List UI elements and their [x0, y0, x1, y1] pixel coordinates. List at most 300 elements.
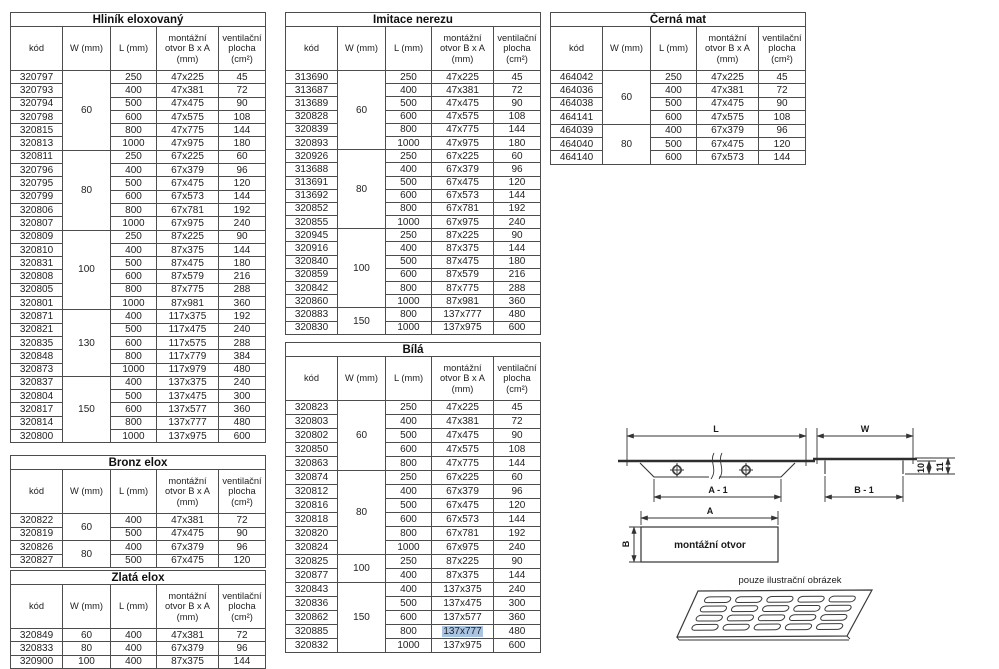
cell-plocha: 144: [494, 189, 541, 202]
cell-otvor: 87x225: [157, 230, 219, 243]
table-row: [11, 541, 266, 555]
cell-l: 800: [386, 202, 432, 215]
table-row: [11, 554, 266, 568]
table-title: Bílá: [286, 343, 541, 357]
table-row: [11, 230, 266, 243]
table-row: [286, 597, 541, 611]
grille-slot: [828, 596, 856, 602]
cell-otvor: 67x225: [432, 471, 494, 485]
table-row: [11, 363, 266, 376]
cell-otvor: 47x381: [157, 84, 219, 97]
cell-kod: 313692: [286, 189, 338, 202]
cell-kod: 320796: [11, 164, 63, 177]
cell-kod: 320850: [286, 443, 338, 457]
cell-plocha: 144: [219, 124, 266, 137]
cell-otvor: 47x381: [432, 415, 494, 429]
cell-kod: 313687: [286, 84, 338, 97]
grille-slot: [784, 624, 812, 630]
cell-otvor: 137x777: [157, 416, 219, 429]
cell-plocha: 90: [494, 429, 541, 443]
table-row: [286, 229, 541, 242]
table-row: [11, 323, 266, 336]
cell-otvor: 67x573: [432, 513, 494, 527]
cell-plocha: 90: [219, 527, 266, 541]
table-row: [286, 84, 541, 97]
cell-l: 800: [111, 416, 157, 429]
cell-plocha: 216: [494, 268, 541, 281]
cell-plocha: 288: [494, 282, 541, 295]
cell-l: 500: [111, 554, 157, 568]
cell-plocha: 90: [494, 229, 541, 242]
cell-otvor: 47x575: [697, 111, 759, 124]
cell-otvor: 47x975: [157, 137, 219, 150]
table-row: [11, 71, 266, 84]
cell-w: 80: [63, 541, 111, 568]
cell-kod: 320852: [286, 202, 338, 215]
cell-otvor: 47x775: [432, 457, 494, 471]
cell-plocha: 288: [219, 336, 266, 349]
cell-kod: 320827: [11, 554, 63, 568]
cell-kod: 320818: [286, 513, 338, 527]
table-row: [551, 151, 806, 164]
cell-w: 100: [338, 229, 386, 308]
cell-kod: 320806: [11, 203, 63, 216]
cell-otvor: 87x579: [157, 270, 219, 283]
cell-w: 80: [63, 150, 111, 230]
cell-l: 400: [386, 583, 432, 597]
cell-kod: 320795: [11, 177, 63, 190]
cell-kod: 320832: [286, 639, 338, 653]
table-bronz-elox: [10, 455, 266, 568]
grille-slot: [766, 596, 794, 602]
selected-text: 137x777: [443, 626, 482, 637]
table-row: [286, 71, 541, 84]
table-row: [11, 642, 266, 655]
cell-otvor: 137x577: [432, 611, 494, 625]
cell-plocha: 144: [494, 123, 541, 136]
column-header: L (mm): [386, 357, 432, 401]
cell-plocha: 120: [494, 176, 541, 189]
product-table: [10, 455, 266, 568]
cell-kod: 320833: [11, 642, 63, 655]
cell-kod: 320849: [11, 629, 63, 642]
cell-l: 600: [386, 443, 432, 457]
cell-kod: 320839: [286, 123, 338, 136]
table-row: [286, 176, 541, 189]
cell-kod: 320815: [11, 124, 63, 137]
cell-l: 600: [386, 110, 432, 123]
column-header: W (mm): [603, 27, 651, 71]
cell-kod: 464141: [551, 111, 603, 124]
cell-l: 500: [111, 527, 157, 541]
cell-w: 130: [63, 310, 111, 376]
cell-plocha: 120: [219, 177, 266, 190]
cell-kod: 320885: [286, 625, 338, 639]
cell-plocha: 288: [219, 283, 266, 296]
cell-plocha: 108: [494, 110, 541, 123]
cell-plocha: 144: [219, 243, 266, 256]
cell-kod: 320877: [286, 569, 338, 583]
cell-plocha: 180: [219, 137, 266, 150]
cell-otvor: 47x475: [157, 97, 219, 110]
column-header: montážní otvor B x A (mm): [157, 27, 219, 71]
cell-otvor: 47x381: [432, 84, 494, 97]
cell-otvor: 67x379: [432, 485, 494, 499]
cell-l: 1000: [111, 363, 157, 376]
cell-plocha: 90: [219, 97, 266, 110]
grille-slot: [730, 606, 758, 612]
cell-plocha: 90: [219, 230, 266, 243]
table-title: Bronz elox: [11, 456, 266, 470]
cell-plocha: 90: [494, 97, 541, 110]
table-row: [11, 137, 266, 150]
table-row: [286, 202, 541, 215]
cell-kod: 320926: [286, 150, 338, 163]
cell-l: 1000: [111, 137, 157, 150]
column-header: W (mm): [338, 357, 386, 401]
table-row: [11, 376, 266, 389]
cell-kod: 320863: [286, 457, 338, 471]
table-row: [551, 97, 806, 110]
cell-otvor: 67x379: [157, 541, 219, 555]
cell-kod: 320860: [286, 295, 338, 308]
grille-slot: [753, 624, 781, 630]
table-row: [286, 401, 541, 415]
cell-l: 600: [111, 336, 157, 349]
cell-otvor: 47x575: [432, 443, 494, 457]
cell-plocha: 480: [219, 416, 266, 429]
cell-plocha: 300: [494, 597, 541, 611]
cell-otvor: 47x381: [697, 84, 759, 97]
cell-kod: 320805: [11, 283, 63, 296]
table-title: Zlatá elox: [11, 571, 266, 585]
cell-plocha: 72: [219, 84, 266, 97]
cell-kod: 320900: [11, 655, 63, 668]
table-row: [286, 255, 541, 268]
cell-otvor: 137x975: [157, 430, 219, 443]
cell-kod: 320945: [286, 229, 338, 242]
cell-l: 500: [111, 257, 157, 270]
table-row: [286, 555, 541, 569]
dim-label-b: B: [621, 540, 631, 548]
cell-w: 80: [63, 642, 111, 655]
table-row: [11, 97, 266, 110]
cell-otvor: 87x981: [432, 295, 494, 308]
cell-kod: 320883: [286, 308, 338, 321]
grille-slot: [699, 606, 727, 612]
cell-kod: 320862: [286, 611, 338, 625]
table-row: [11, 297, 266, 310]
cell-otvor: 47x381: [157, 514, 219, 528]
table-row: [286, 569, 541, 583]
cell-plocha: 192: [219, 310, 266, 323]
cell-l: 250: [111, 150, 157, 163]
cell-plocha: 240: [494, 216, 541, 229]
table-row: [11, 655, 266, 668]
cell-otvor: 137x577: [157, 403, 219, 416]
cell-plocha: 180: [219, 257, 266, 270]
cell-kod: 320837: [11, 376, 63, 389]
cell-plocha: 72: [494, 84, 541, 97]
column-header: W (mm): [63, 27, 111, 71]
cell-kod: 320893: [286, 136, 338, 149]
cell-otvor: 47x575: [432, 110, 494, 123]
table-row: [11, 350, 266, 363]
column-header: montážní otvor B x A (mm): [157, 585, 219, 629]
column-header: ventilační plocha (cm²): [219, 585, 266, 629]
cell-kod: 320840: [286, 255, 338, 268]
cell-w: 100: [338, 555, 386, 583]
cell-l: 500: [386, 255, 432, 268]
grille-slot: [735, 597, 763, 603]
cell-l: 400: [386, 242, 432, 255]
cell-l: 1000: [386, 541, 432, 555]
cell-l: 1000: [111, 297, 157, 310]
cell-otvor: 67x975: [432, 541, 494, 555]
cell-plocha: 144: [759, 151, 806, 164]
grille-slot: [703, 597, 731, 603]
column-header: ventilační plocha (cm²): [494, 357, 541, 401]
table-bila: [285, 342, 541, 653]
table-row: [11, 150, 266, 163]
cell-l: 800: [386, 527, 432, 541]
cell-otvor: 67x573: [157, 190, 219, 203]
cell-l: 600: [386, 268, 432, 281]
grille-slot: [820, 614, 848, 620]
cell-kod: 320836: [286, 597, 338, 611]
column-header: ventilační plocha (cm²): [219, 27, 266, 71]
column-header: montážní otvor B x A (mm): [697, 27, 759, 71]
column-header: montážní otvor B x A (mm): [432, 27, 494, 71]
table-row: [11, 177, 266, 190]
table-row: [11, 164, 266, 177]
cell-otvor: 67x475: [697, 137, 759, 150]
table-zlata-elox: [10, 570, 266, 669]
cell-plocha: 108: [219, 110, 266, 123]
table-row: [11, 336, 266, 349]
table-row: [551, 124, 806, 137]
cell-otvor: 87x775: [432, 282, 494, 295]
cell-plocha: 60: [494, 471, 541, 485]
table-row: [286, 471, 541, 485]
cell-plocha: 240: [219, 217, 266, 230]
cell-plocha: 180: [494, 136, 541, 149]
table-row: [11, 416, 266, 429]
cell-l: 400: [651, 124, 697, 137]
cell-plocha: 120: [759, 137, 806, 150]
cell-otvor: 137x975: [432, 321, 494, 334]
cell-plocha: 192: [219, 203, 266, 216]
table-row: [286, 189, 541, 202]
grille-slot: [793, 605, 821, 611]
column-header: L (mm): [651, 27, 697, 71]
cell-kod: 464039: [551, 124, 603, 137]
cell-kod: 464036: [551, 84, 603, 97]
column-header: ventilační plocha (cm²): [759, 27, 806, 71]
cell-plocha: 45: [494, 71, 541, 84]
cell-w: 60: [338, 71, 386, 150]
cell-plocha: 96: [219, 541, 266, 555]
cell-kod: 320855: [286, 216, 338, 229]
product-table: [10, 570, 266, 669]
cell-plocha: 144: [219, 190, 266, 203]
table-row: [11, 110, 266, 123]
cell-l: 600: [111, 190, 157, 203]
mounting-hole-drawing: [621, 506, 778, 562]
cell-l: 250: [386, 229, 432, 242]
dim-label-11: 11: [935, 462, 945, 472]
cell-otvor: 87x225: [432, 555, 494, 569]
cell-w: 150: [63, 376, 111, 442]
cell-kod: 320820: [286, 527, 338, 541]
cell-l: 600: [111, 270, 157, 283]
table-row: [286, 429, 541, 443]
cell-plocha: 480: [494, 308, 541, 321]
table-row: [11, 190, 266, 203]
cell-otvor: 47x575: [157, 110, 219, 123]
cell-l: 800: [111, 124, 157, 137]
table-row: [11, 514, 266, 528]
cell-w: 100: [63, 230, 111, 310]
cell-kod: 320811: [11, 150, 63, 163]
cell-kod: 320817: [11, 403, 63, 416]
cell-l: 1000: [111, 217, 157, 230]
table-row: [286, 625, 541, 639]
cell-kod: 320830: [286, 321, 338, 334]
dim-label-w: W: [860, 424, 870, 434]
cell-plocha: 96: [759, 124, 806, 137]
cell-l: 500: [386, 429, 432, 443]
cell-kod: 320812: [286, 485, 338, 499]
cell-plocha: 360: [494, 611, 541, 625]
cell-otvor: 47x475: [157, 527, 219, 541]
cell-plocha: 96: [494, 485, 541, 499]
cell-otvor: 47x225: [432, 401, 494, 415]
table-row: [286, 282, 541, 295]
cell-kod: 320816: [286, 499, 338, 513]
cell-otvor: 47x225: [432, 71, 494, 84]
cell-l: 400: [111, 164, 157, 177]
cell-kod: 320813: [11, 137, 63, 150]
column-header: montážní otvor B x A (mm): [432, 357, 494, 401]
cell-l: 500: [111, 323, 157, 336]
column-header: L (mm): [111, 585, 157, 629]
cell-l: 1000: [386, 321, 432, 334]
cell-kod: 320842: [286, 282, 338, 295]
cell-kod: 320808: [11, 270, 63, 283]
cell-plocha: 72: [219, 629, 266, 642]
cell-otvor: 67x379: [697, 124, 759, 137]
grille-slot: [722, 624, 750, 630]
dim-label-b1: B - 1: [854, 485, 874, 495]
cell-w: 150: [338, 308, 386, 334]
cell-otvor: 47x475: [432, 97, 494, 110]
cell-plocha: 180: [494, 255, 541, 268]
cell-kod: 313690: [286, 71, 338, 84]
cell-plocha: 480: [494, 625, 541, 639]
cell-l: 400: [111, 243, 157, 256]
cell-kod: 320809: [11, 230, 63, 243]
table-cerna-mat: [550, 12, 806, 165]
cell-l: 400: [386, 84, 432, 97]
cell-w: 60: [338, 401, 386, 471]
cell-l: 400: [111, 84, 157, 97]
cell-otvor: 47x975: [432, 136, 494, 149]
cell-otvor: 87x375: [157, 243, 219, 256]
cell-l: 800: [386, 282, 432, 295]
screw-mark-icon: [670, 463, 684, 477]
cell-l: 400: [651, 84, 697, 97]
technical-drawings: [610, 420, 999, 666]
table-row: [551, 84, 806, 97]
cell-plocha: 300: [219, 390, 266, 403]
cell-l: 800: [386, 123, 432, 136]
cell-l: 1000: [386, 295, 432, 308]
table-row: [11, 270, 266, 283]
cell-otvor: 67x573: [697, 151, 759, 164]
cell-l: 600: [111, 403, 157, 416]
cell-kod: 320874: [286, 471, 338, 485]
cell-otvor: 67x781: [432, 202, 494, 215]
table-row: [551, 71, 806, 84]
cell-l: 250: [386, 555, 432, 569]
table-row: [286, 499, 541, 513]
cell-w: 80: [338, 471, 386, 555]
cell-otvor: 87x375: [157, 655, 219, 668]
cell-plocha: 60: [494, 150, 541, 163]
cell-plocha: 96: [494, 163, 541, 176]
cell-plocha: 90: [759, 97, 806, 110]
column-header: L (mm): [111, 470, 157, 514]
cell-l: 400: [111, 655, 157, 668]
cell-otvor: 67x781: [157, 203, 219, 216]
cell-otvor: 67x475: [157, 177, 219, 190]
cell-kod: 320819: [11, 527, 63, 541]
dim-label-l: L: [713, 424, 719, 434]
cell-otvor: 47x475: [697, 97, 759, 110]
column-header: kód: [551, 27, 603, 71]
cell-otvor: 137x777: [432, 308, 494, 321]
cell-plocha: 240: [219, 376, 266, 389]
table-row: [286, 583, 541, 597]
cell-kod: 320793: [11, 84, 63, 97]
cell-plocha: 600: [219, 430, 266, 443]
cell-otvor: 67x379: [432, 163, 494, 176]
cell-l: 1000: [111, 430, 157, 443]
cell-kod: 320804: [11, 390, 63, 403]
table-row: [286, 268, 541, 281]
table-row: [286, 485, 541, 499]
cell-kod: 313688: [286, 163, 338, 176]
cell-otvor: 87x475: [432, 255, 494, 268]
cell-otvor: 47x381: [157, 629, 219, 642]
table-row: [11, 629, 266, 642]
cell-plocha: 96: [219, 164, 266, 177]
table-row: [286, 216, 541, 229]
table-row: [286, 295, 541, 308]
table-hlinik-eloxovany: [10, 12, 266, 443]
cell-l: 250: [386, 471, 432, 485]
cell-w: 60: [63, 629, 111, 642]
cell-l: 400: [111, 642, 157, 655]
cell-l: 800: [386, 457, 432, 471]
cell-plocha: 192: [494, 202, 541, 215]
cell-otvor: 47x225: [697, 71, 759, 84]
cell-plocha: 144: [494, 569, 541, 583]
table-row: [286, 639, 541, 653]
cell-kod: 320824: [286, 541, 338, 555]
grille-slot: [695, 615, 723, 621]
